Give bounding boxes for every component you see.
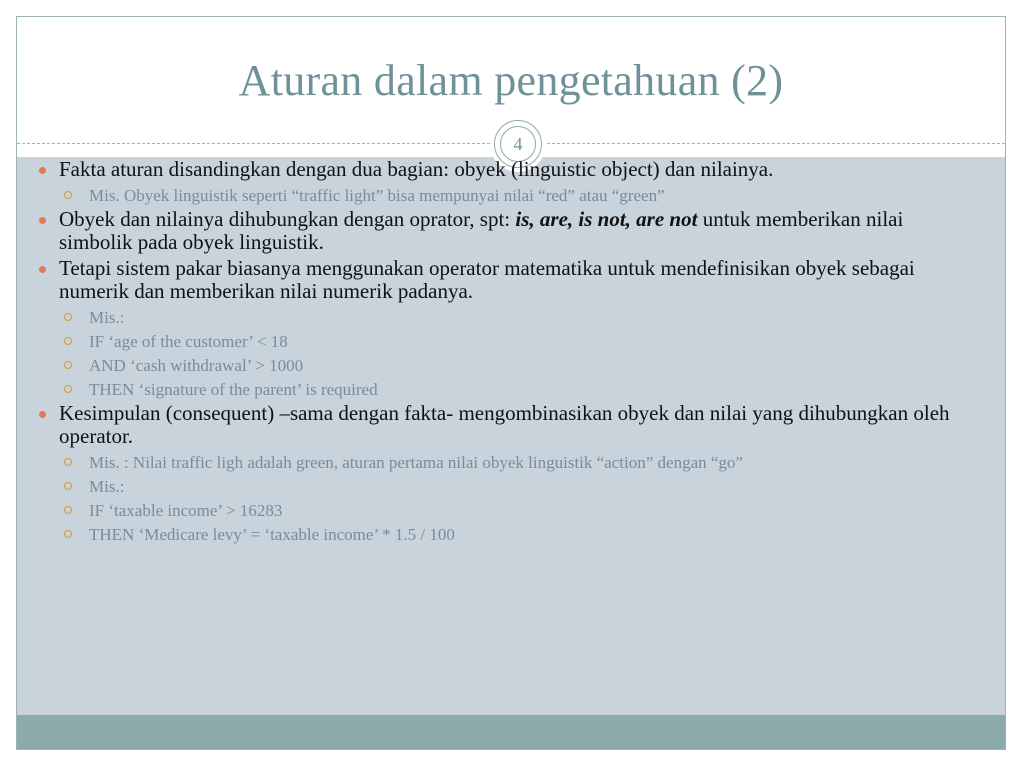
sub-bullet-item	[30, 378, 950, 402]
bullet-text: Kesimpulan (consequent) –sama dengan fakta- mengombinasikan obyek dan nilai yang dihubungkan oleh operator.	[59, 401, 950, 448]
bullet-dot-icon	[39, 411, 46, 418]
sub-bullet-item	[30, 451, 950, 475]
sub-bullet-text: THEN ‘signature of the parent’ is required	[89, 380, 378, 399]
sub-bullet-ring-icon	[64, 361, 72, 369]
bullet-text-before: Obyek dan nilainya dihubungkan dengan oprator, spt:	[59, 207, 516, 231]
footer-bar	[17, 715, 1005, 749]
sub-bullet-text: Mis.:	[89, 477, 125, 496]
operator-emphasis: is, are, is not, are not	[515, 207, 698, 231]
sub-bullet-item	[30, 330, 950, 354]
sub-bullet-item	[30, 184, 950, 208]
bullet-text: Fakta aturan disandingkan dengan dua bagian: obyek (linguistic object) dan nilainya.	[59, 157, 774, 181]
sub-bullet-text: THEN ‘Medicare levy’ = ‘taxable income’ * 1.5 / 100	[89, 525, 455, 544]
sub-bullet-ring-icon	[64, 313, 72, 321]
sub-bullet-item	[30, 354, 950, 378]
sub-bullet-ring-icon	[64, 191, 72, 199]
sub-bullet-text: Mis.:	[89, 308, 125, 327]
sub-bullet-ring-icon	[64, 385, 72, 393]
bullet-item	[30, 257, 950, 303]
sub-bullet-item	[30, 523, 950, 547]
bullet-text-after: untuk memberikan nilai simbolik pada obyek linguistik.	[59, 207, 904, 254]
bullet-dot-icon	[39, 266, 46, 273]
sub-bullet-text: Mis. : Nilai traffic ligh adalah green, aturan pertama nilai obyek linguistik “action” dengan “go”	[89, 453, 743, 472]
bullet-text: Tetapi sistem pakar biasanya menggunakan operator matematika untuk mendefinisikan obyek sebagai numerik dan memberikan nilai numerik padanya.	[59, 256, 915, 303]
sub-bullet-item	[30, 499, 950, 523]
bullet-dot-icon	[39, 217, 46, 224]
sub-bullet-text: AND ‘cash withdrawal’ > 1000	[89, 356, 304, 375]
bullet-item	[30, 208, 950, 254]
sub-bullet-text: IF ‘age of the customer’ < 18	[89, 332, 288, 351]
sub-bullet-text: IF ‘taxable income’ > 16283	[89, 501, 283, 520]
sub-bullet-ring-icon	[64, 482, 72, 490]
slide-title: Aturan dalam pengetahuan (2)	[238, 56, 784, 105]
bullet-item	[30, 158, 950, 181]
sub-bullet-item	[30, 306, 950, 330]
sub-bullet-ring-icon	[64, 530, 72, 538]
bullet-item	[30, 402, 950, 448]
bullet-dot-icon	[39, 167, 46, 174]
sub-bullet-ring-icon	[64, 458, 72, 466]
bullet-list	[30, 158, 950, 547]
sub-bullet-item	[30, 475, 950, 499]
sub-bullet-ring-icon	[64, 337, 72, 345]
sub-bullet-text: Mis. Obyek linguistik seperti “traffic light” bisa mempunyai nilai “red” atau “green”	[89, 186, 665, 205]
slide-number: 4	[500, 126, 536, 162]
sub-bullet-ring-icon	[64, 506, 72, 514]
